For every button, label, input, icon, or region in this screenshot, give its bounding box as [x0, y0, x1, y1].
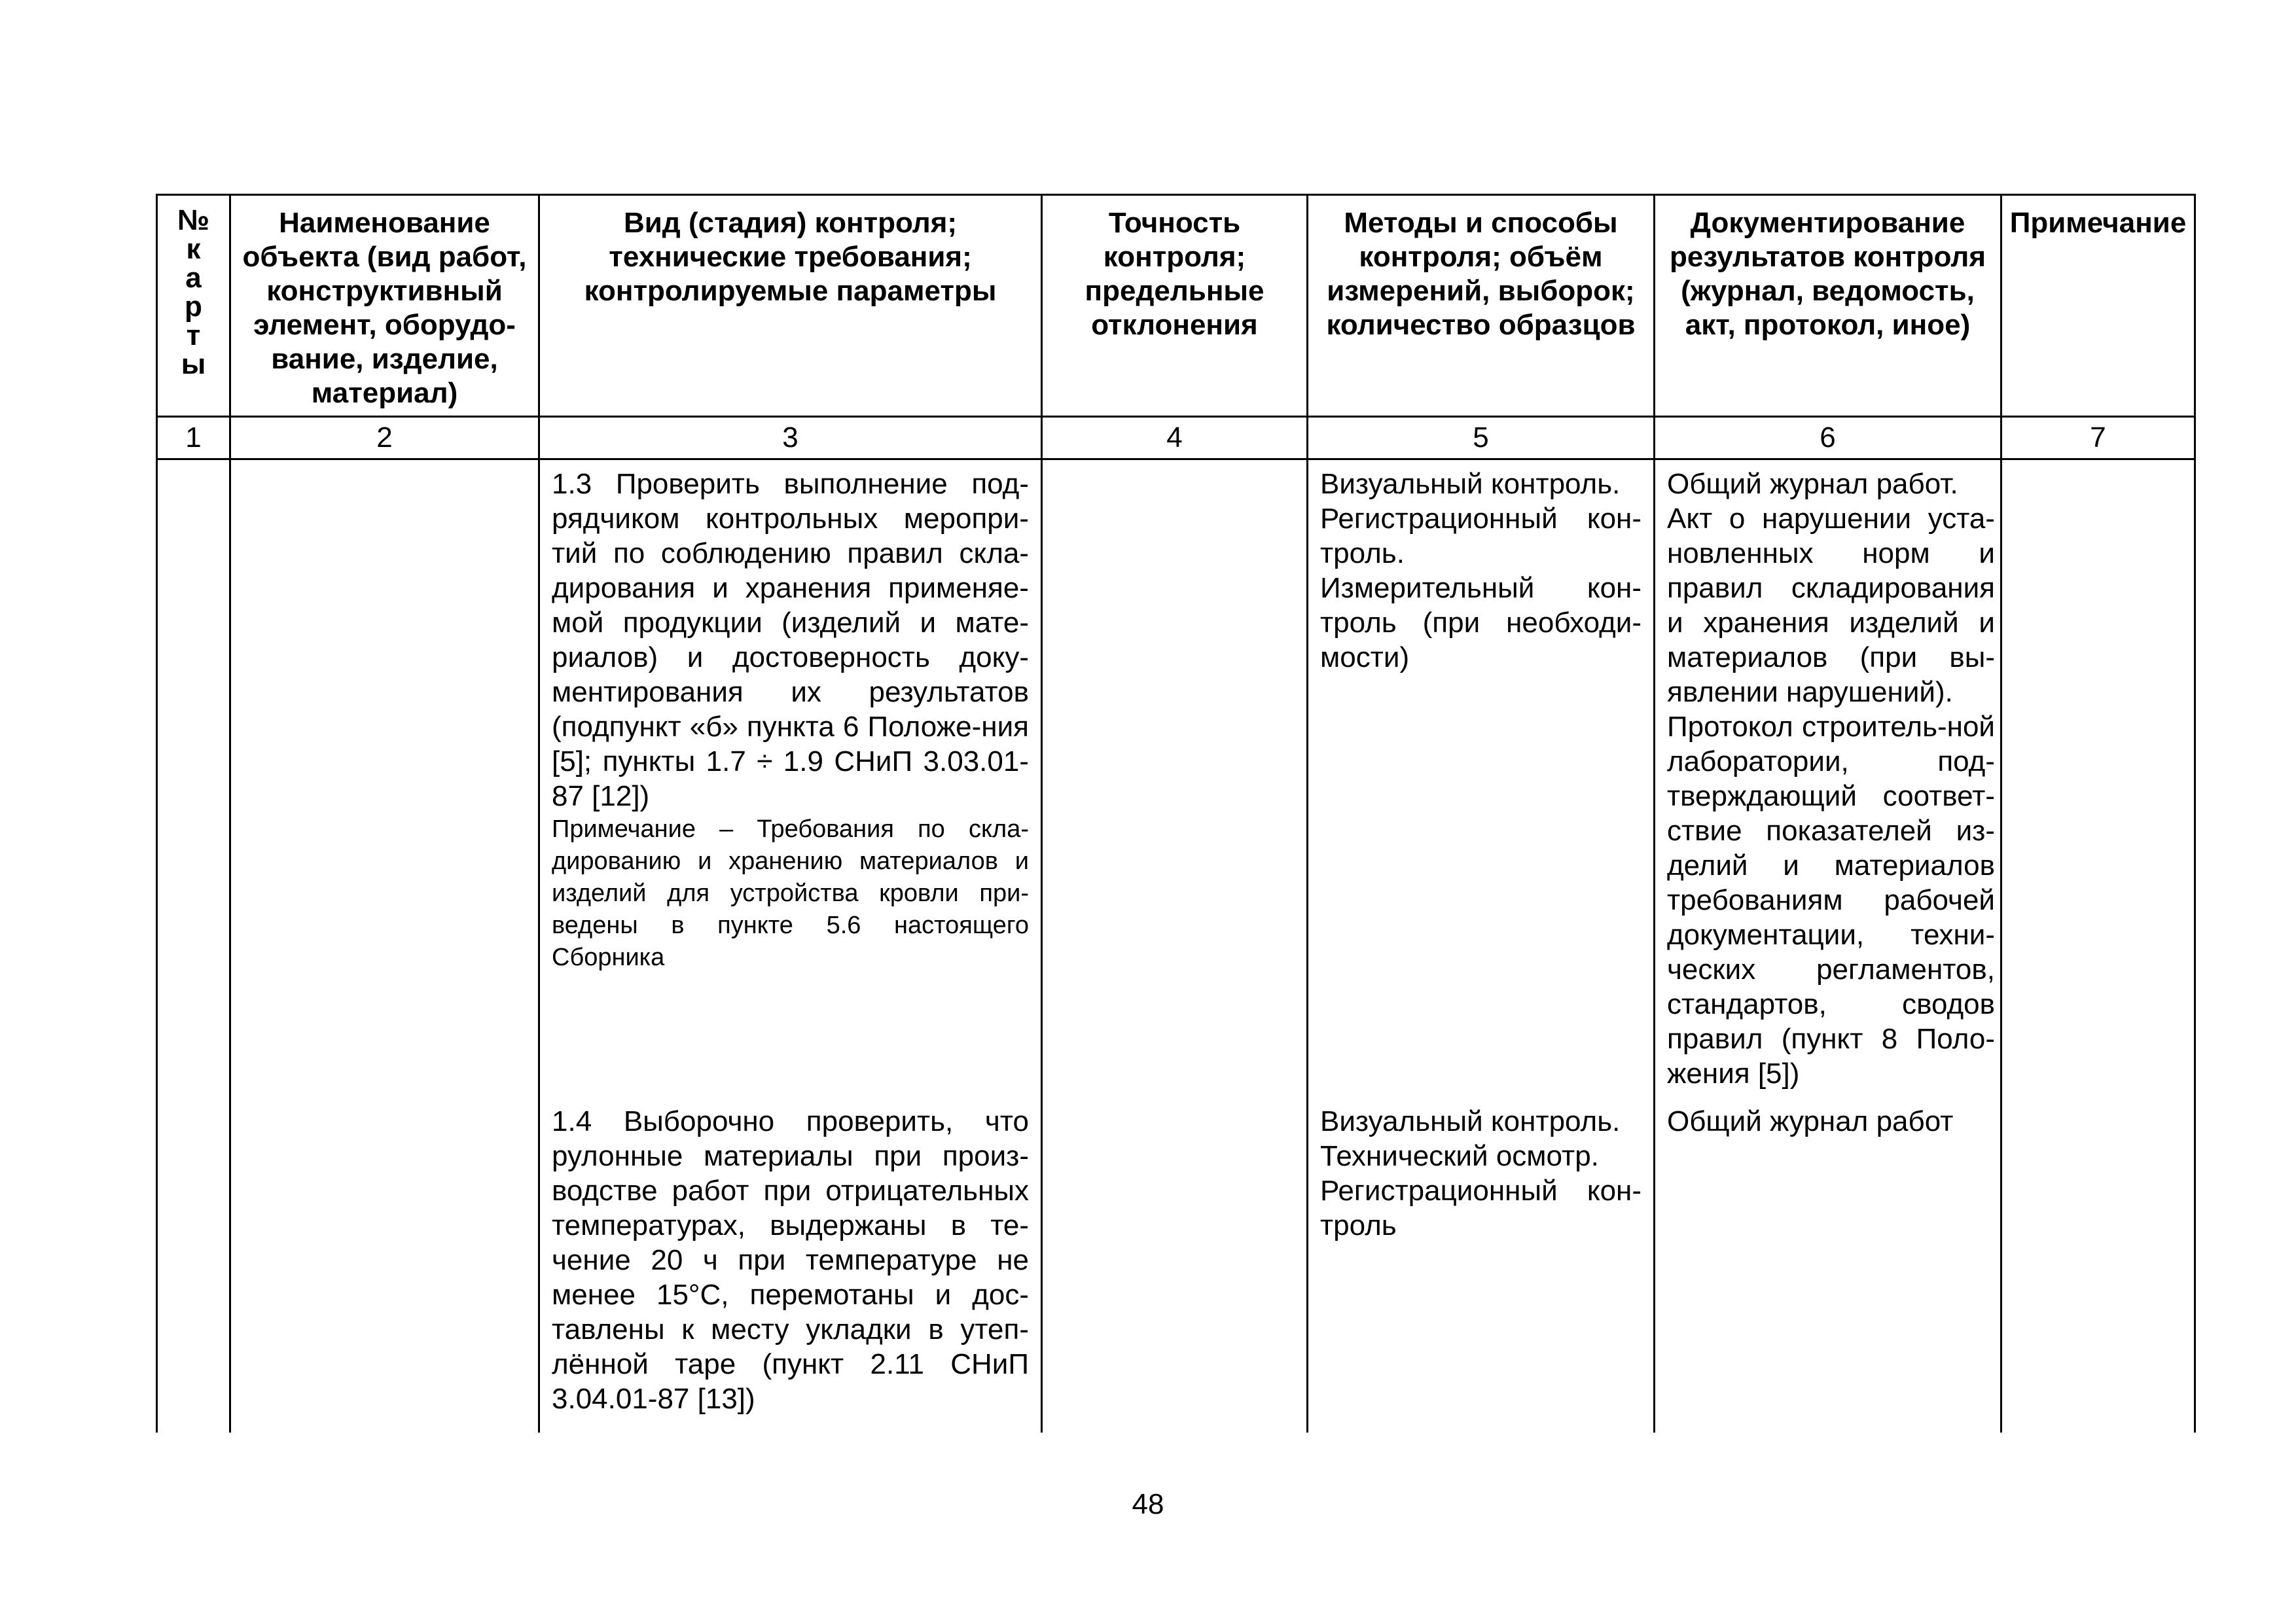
header-object-name: Наименование объекта (вид работ, конструктивный элемент, оборудо-вание, изделие, материал)	[230, 195, 539, 417]
methods-cell	[1308, 459, 1655, 1433]
document-item: Протокол строитель-ной лаборатории, под-тверждающий соответ-ствие показателей из-делий и материалов требованиям рабочей документации, техни-ческих регламентов, стандартов, сводов правил (пункт 8 Поло-жения [5])	[1667, 711, 1995, 1090]
column-number: 7	[2001, 417, 2195, 459]
header-note: Примечание	[2001, 195, 2195, 417]
method-item: Визуальный контроль.	[1320, 468, 1621, 500]
column-number: 3	[539, 417, 1042, 459]
method-item: Измерительный кон-троль (при необходи-мости)	[1320, 572, 1641, 673]
document-item: Общий журнал работ.	[1667, 468, 1958, 500]
header-documentation: Документирование результатов контроля (журнал, ведомость, акт, протокол, иное)	[1655, 195, 2001, 417]
document-item: Общий журнал работ	[1667, 1105, 1954, 1137]
header-methods: Методы и способы контроля; объём измерений, выборок; количество образцов	[1308, 195, 1655, 417]
accuracy-cell	[1042, 459, 1308, 1433]
page-number: 48	[1132, 1488, 1164, 1520]
column-number: 6	[1655, 417, 2001, 459]
method-item: Технический осмотр.	[1320, 1140, 1599, 1172]
method-item: Регистрационный кон-троль	[1320, 1175, 1641, 1241]
control-table-container	[156, 194, 2194, 1433]
column-number: 4	[1042, 417, 1308, 459]
note-cell	[2001, 459, 2195, 1433]
column-number: 1	[157, 417, 230, 459]
requirement-1-4: 1.4 Выборочно проверить, что рулонные материалы при произ-водстве работ при отрицательных температурах, выдержаны в те-чение 20 ч при температуре не менее 15°С, перемотаны и дос-тавлены к месту укладки в утеп-лённой таре (пункт 2.11 СНиП 3.04.01-87 [13])	[552, 1105, 1029, 1415]
column-number-row	[157, 417, 2195, 459]
requirements-cell	[539, 459, 1042, 1433]
header-row	[157, 195, 2195, 417]
method-item: Регистрационный кон-троль.	[1320, 503, 1641, 569]
control-table	[156, 194, 2196, 1433]
table-body-row	[157, 459, 2195, 1433]
header-control-type: Вид (стадия) контроля; технические требования; контролируемые параметры	[539, 195, 1042, 417]
method-item: Визуальный контроль.	[1320, 1105, 1621, 1137]
requirement-1-3-note: Примечание – Требования по скла-дированию и хранению материалов и изделий для устройства кровли при-ведены в пункте 5.6 настоящего Сборника	[552, 815, 1029, 971]
document-item: Акт о нарушении уста-новленных норм и правил складирования и хранения изделий и материалов (при вы-явлении нарушений).	[1667, 503, 1995, 708]
card-number-cell	[157, 459, 230, 1433]
column-number: 5	[1308, 417, 1655, 459]
documentation-cell	[1655, 459, 2001, 1433]
object-name-cell	[230, 459, 539, 1433]
requirement-1-3: 1.3 Проверить выполнение под-рядчиком контрольных меропри-тий по соблюдению правил скла-дирования и хранения применяе-мой продукции (изделий и мате-риалов) и достоверность доку-ментирования их результатов (подпункт «б» пункта 6 Положе-ния [5]; пункты 1.7 ÷ 1.9 СНиП 3.03.01-87 [12])	[552, 468, 1029, 812]
header-card-number: № к а р т ы	[157, 195, 230, 417]
header-accuracy: Точность контроля; предельные отклонения	[1042, 195, 1308, 417]
column-number: 2	[230, 417, 539, 459]
